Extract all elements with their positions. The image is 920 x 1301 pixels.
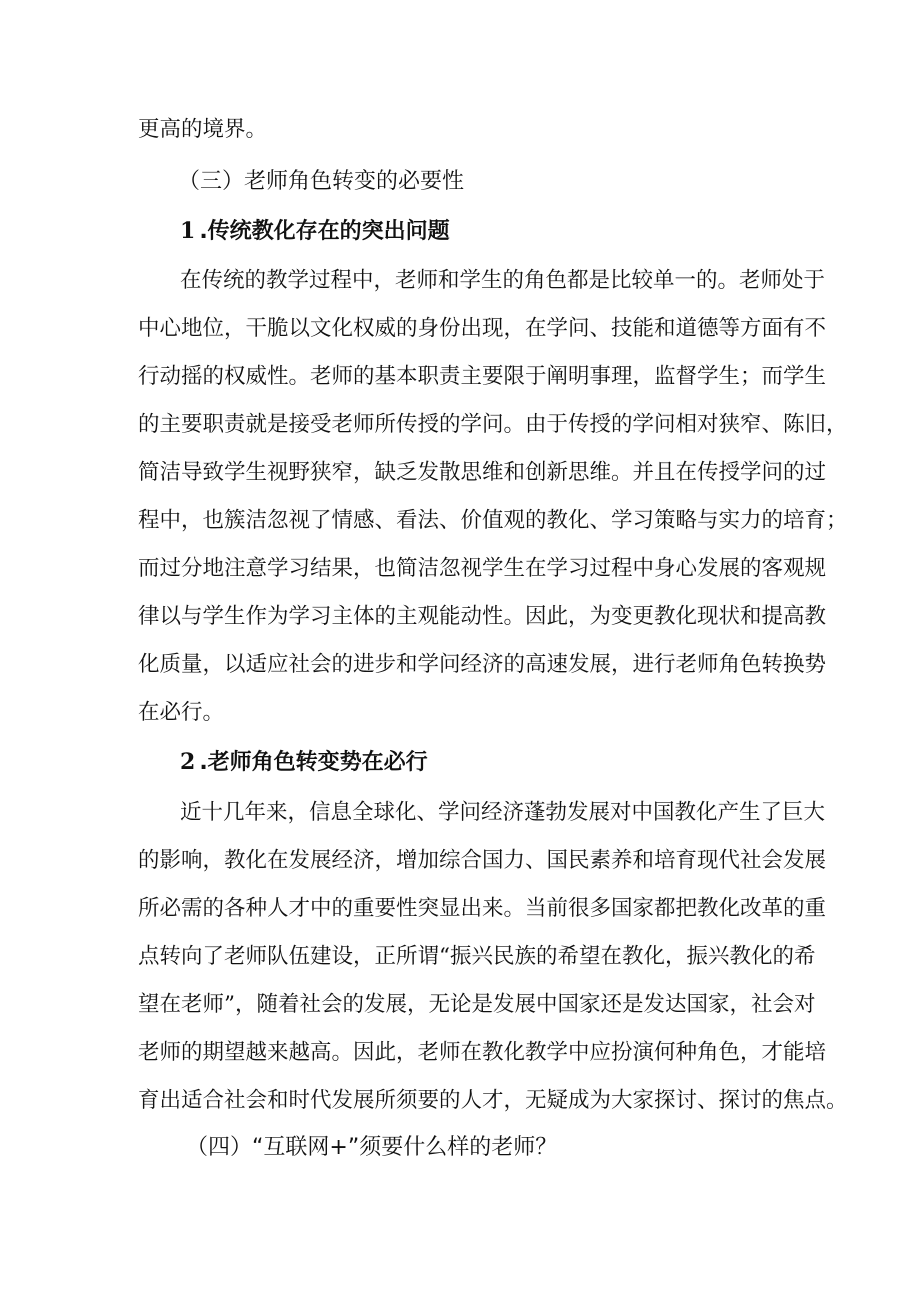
subsection-1-number: 1 (180, 218, 196, 244)
paragraph-line: 的影响，教化在发展经济，增加综合国力、国民素养和培育现代社会发展 (138, 848, 827, 873)
paragraph-line: 更高的境界。 (138, 117, 268, 142)
subsection-1-title: .传统教化存在的突出问题 (199, 219, 450, 244)
subsection-2-title: .老师角色转变势在必行 (199, 750, 428, 775)
paragraph-line: 简洁导致学生视野狭窄，缺乏发散思维和创新思维。并且在传授学问的过 (138, 460, 827, 485)
paragraph-line: 老师的期望越来越高。因此，老师在教化教学中应扮演何种角色，才能培 (138, 1040, 827, 1065)
paragraph-line: 所必需的各种人才中的重要性突显出来。当前很多国家都把教化改革的重 (138, 896, 827, 921)
subsection-2-heading (180, 744, 428, 781)
subsection-2-number: 2 (180, 749, 196, 775)
paragraph-line: 近十几年来，信息全球化、学问经济蓬勃发展对中国教化产生了巨大 (180, 800, 826, 825)
paragraph-line: 点转向了老师队伍建设，正所谓“振兴民族的希望在教化，振兴教化的希 (138, 944, 816, 969)
paragraph-line: 而过分地注意学习结果，也简洁忽视学生在学习过程中身心发展的客观规 (138, 556, 827, 581)
paragraph-line: 在传统的教学过程中，老师和学生的角色都是比较单一的。老师处于 (180, 268, 826, 293)
paragraph-line: 程中，也簇洁忽视了情感、看法、价值观的教化、学习策略与实力的培育； (138, 508, 848, 533)
paragraph-line: 行动摇的权威性。老师的基本职责主要限于阐明事理，监督学生；而学生 (138, 364, 827, 389)
paragraph-line: 中心地位，干脆以文化权威的身份出现，在学问、技能和道德等方面有不 (138, 316, 827, 341)
section-3-heading: （三）老师角色转变的必要性 (178, 169, 465, 194)
paragraph-line: 律以与学生作为学习主体的主观能动性。因此，为变更教化现状和提高教 (138, 604, 827, 629)
subsection-1-heading (180, 213, 450, 250)
paragraph-line: 在必行。 (138, 700, 225, 725)
paragraph-line: 望在老师”，随着社会的发展，无论是发展中国家还是发达国家，社会对 (138, 992, 816, 1017)
paragraph-line: 的主要职责就是接受老师所传授的学问。由于传授的学问相对狭窄、陈旧， (138, 412, 848, 437)
paragraph-line: 化质量，以适应社会的进步和学问经济的高速发展，进行老师角色转换势 (138, 652, 827, 677)
paragraph-line: 育出适合社会和时代发展所须要的人才，无疑成为大家探讨、探讨的焦点。 (138, 1088, 848, 1113)
section-4-heading: （四）“互联网+”须要什么样的老师？ (186, 1135, 558, 1160)
